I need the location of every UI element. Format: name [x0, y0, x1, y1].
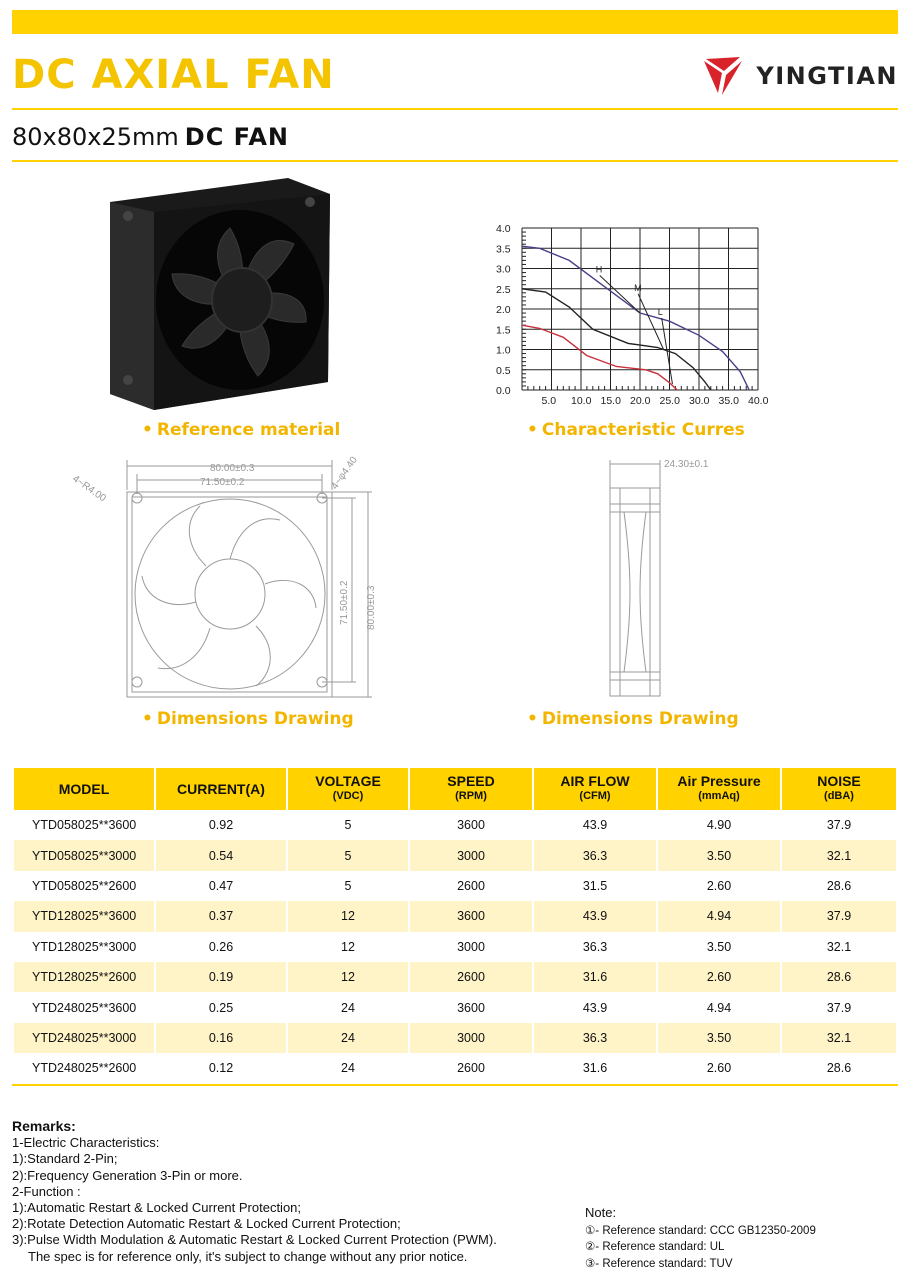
dim-width-hole: 71.50±0.2 [200, 477, 245, 488]
table-row [14, 840, 896, 870]
note-title: Note: [585, 1205, 617, 1220]
table-cell: 37.9 [782, 901, 896, 931]
table-cell: 12 [288, 901, 408, 931]
y-tick-label: 2.5 [496, 283, 511, 296]
series-label-h: H [595, 264, 603, 275]
table-cell: 28.6 [782, 962, 896, 992]
table-cell: 0.54 [156, 840, 286, 870]
table-cell: 2.60 [706, 1061, 732, 1076]
header-speed: SPEED (RPM) [410, 768, 532, 810]
table-cell-model: YTD128025**3600 [14, 901, 154, 931]
table-cell: 2.60 [658, 962, 780, 992]
table-cell: 28.6 [826, 1061, 852, 1076]
table-row [14, 810, 896, 840]
header-air-pressure: Air Pressure (mmAq) [658, 768, 780, 810]
dim-width-outer: 80.00±0.3 [210, 463, 255, 474]
yingtian-logo-icon [700, 53, 746, 99]
table-cell: 36.3 [534, 1023, 656, 1053]
note-line: ③- Reference standard: TUV [585, 1257, 733, 1270]
caption-dimensions-side: • Dimensions Drawing [527, 709, 739, 729]
table-cell: 2600 [457, 878, 485, 893]
caption-dimensions-front: • Dimensions Drawing [142, 709, 354, 729]
dim-hole-dia: 4~φ4.40 [329, 454, 360, 492]
note [585, 1205, 816, 1272]
table-cell: 3600 [457, 1000, 485, 1015]
table-cell: 0.12 [208, 1061, 234, 1076]
table-cell: 24 [341, 1061, 355, 1076]
table-cell: 12 [341, 939, 355, 954]
remarks-line: 3):Pulse Width Modulation & Automatic Restart & Locked Current Protection (PWM). [12, 1232, 497, 1248]
series-line-m [522, 289, 711, 390]
table-row [14, 901, 896, 931]
table-cell: 5 [288, 840, 408, 870]
y-tick-label: 2.0 [496, 304, 511, 316]
x-tick-label: 35.0 [718, 395, 739, 406]
table-cell-model: YTD058025**3600 [32, 818, 137, 833]
table-cell: 37.9 [826, 818, 852, 833]
table-row [14, 1053, 896, 1083]
x-tick-label: 5.0 [541, 395, 557, 406]
brand [700, 52, 898, 100]
table-cell: 3.50 [658, 1023, 780, 1053]
x-tick-label: 20.0 [630, 395, 651, 406]
note-line: ②- Reference standard: UL [585, 1241, 725, 1253]
y-tick-label: 0.5 [496, 364, 511, 377]
table-cell: 4.90 [706, 818, 732, 833]
x-tick-label: 25.0 [659, 395, 680, 406]
series-leader-line [662, 318, 673, 384]
side-dimension-drawing [598, 452, 738, 702]
x-tick-label: 30.0 [689, 395, 710, 406]
remarks-line: 2-Function : [12, 1183, 81, 1199]
table-row [14, 932, 896, 962]
subtitle-type: DC FAN [184, 123, 289, 151]
series-leader-line [638, 294, 664, 350]
remarks-line: 2):Frequency Generation 3-Pin or more. [12, 1167, 243, 1183]
table-cell: 43.9 [534, 901, 656, 931]
header-noise: NOISE (dBA) [782, 768, 896, 810]
table-cell-model: YTD058025**2600 [32, 878, 137, 893]
table-cell: 24 [341, 1000, 355, 1015]
remarks-line: 1):Automatic Restart & Locked Current Protection; [12, 1200, 302, 1216]
characteristic-chart [494, 220, 774, 406]
table-row [14, 1023, 896, 1053]
header-current: CURRENT(A) [156, 768, 286, 810]
y-tick-label: 3.0 [496, 263, 511, 276]
y-tick-label: 1.5 [496, 324, 511, 337]
table-row [14, 962, 896, 992]
spec-table [12, 768, 898, 1084]
header-model: MODEL [14, 768, 154, 810]
table-cell-model: YTD248025**3600 [32, 1000, 137, 1015]
table-cell: 2600 [410, 962, 532, 992]
caption-reference: • Reference material [142, 420, 341, 440]
table-cell-model: YTD058025**3000 [14, 840, 154, 870]
table-cell: 4.94 [706, 1000, 732, 1015]
table-cell: 3000 [410, 1023, 532, 1053]
table-cell: 36.3 [582, 939, 608, 954]
subtitle-size: 80x80x25mm [12, 123, 179, 151]
series-label-m: M [634, 282, 642, 293]
dim-height-hole: 71.50±0.2 [339, 580, 350, 625]
table-row [14, 992, 896, 1022]
table-cell: 32.1 [826, 939, 852, 954]
x-tick-label: 40.0 [748, 395, 769, 406]
fan-photo [98, 172, 338, 412]
table-cell: 3.50 [706, 939, 732, 954]
remarks [12, 1118, 497, 1265]
series-line-l [522, 325, 677, 390]
product-subtitle [12, 123, 289, 151]
header-voltage: VOLTAGE (VDC) [288, 768, 408, 810]
table-cell: 5 [344, 878, 352, 893]
table-cell: 0.37 [156, 901, 286, 931]
table-cell: 0.16 [156, 1023, 286, 1053]
header-air-flow: AIR FLOW (CFM) [534, 768, 656, 810]
table-row [14, 871, 896, 901]
remarks-disclaimer: The spec is for reference only, it's subject to change without any prior notice. [28, 1248, 468, 1264]
table-cell: 2.60 [706, 878, 732, 893]
table-header-row [14, 768, 896, 810]
table-cell-model: YTD248025**3000 [14, 1023, 154, 1053]
top-accent-bar [12, 10, 898, 34]
table-cell: 3.50 [658, 840, 780, 870]
table-cell: 28.6 [826, 878, 852, 893]
table-cell: 43.9 [582, 1000, 608, 1015]
table-cell: 32.1 [782, 840, 896, 870]
table-cell-model: YTD128025**2600 [14, 962, 154, 992]
table-cell: 12 [288, 962, 408, 992]
series-label-l: L [657, 307, 663, 318]
y-tick-label: 4.0 [496, 223, 511, 235]
dim-height-outer: 80.00±0.3 [366, 585, 377, 630]
page-title: DC AXIAL FAN [12, 52, 335, 98]
table-cell: 31.6 [582, 1061, 608, 1076]
remarks-title: Remarks: [12, 1118, 76, 1134]
x-tick-label: 15.0 [600, 395, 621, 406]
remarks-line: 2):Rotate Detection Automatic Restart & Locked Current Protection; [12, 1216, 401, 1232]
table-cell: 0.26 [208, 939, 234, 954]
table-cell: 32.1 [782, 1023, 896, 1053]
header-rule [12, 108, 898, 110]
table-cell: 43.9 [582, 818, 608, 833]
brand-name: YINGTIAN [756, 62, 898, 90]
table-cell-model: YTD248025**2600 [32, 1061, 137, 1076]
table-cell: 3600 [410, 901, 532, 931]
y-tick-label: 1.0 [496, 344, 511, 357]
table-cell: 5 [344, 818, 352, 833]
table-cell: 0.47 [208, 878, 234, 893]
remarks-line: 1):Standard 2-Pin; [12, 1151, 118, 1167]
table-cell: 0.25 [208, 1000, 234, 1015]
y-tick-label: 0.0 [496, 385, 511, 397]
table-cell: 37.9 [826, 1000, 852, 1015]
table-bottom-rule [12, 1084, 898, 1086]
table-cell: 3000 [457, 939, 485, 954]
x-tick-label: 10.0 [571, 395, 592, 406]
table-cell: 31.5 [582, 878, 608, 893]
note-line: ①- Reference standard: CCC GB12350-2009 [585, 1224, 816, 1237]
table-cell: 31.6 [534, 962, 656, 992]
caption-characteristic: • Characteristic Curres [527, 420, 745, 440]
series-leader-line [600, 276, 640, 314]
table-cell: 3000 [410, 840, 532, 870]
table-cell: 36.3 [534, 840, 656, 870]
table-cell: 0.19 [156, 962, 286, 992]
table-cell-model: YTD128025**3000 [32, 939, 137, 954]
subtitle-rule [12, 160, 898, 162]
table-cell: 24 [288, 1023, 408, 1053]
table-cell: 2600 [457, 1061, 485, 1076]
table-cell: 4.94 [658, 901, 780, 931]
remarks-line: 1-Electric Characteristics: [12, 1135, 160, 1151]
dim-corner-radius: 4~R4.00 [70, 473, 108, 505]
y-tick-label: 3.5 [496, 243, 511, 256]
dim-thickness: 24.30±0.1 [664, 459, 709, 470]
table-cell: 0.92 [208, 818, 234, 833]
front-dimension-drawing [60, 450, 390, 702]
table-cell: 3600 [457, 818, 485, 833]
